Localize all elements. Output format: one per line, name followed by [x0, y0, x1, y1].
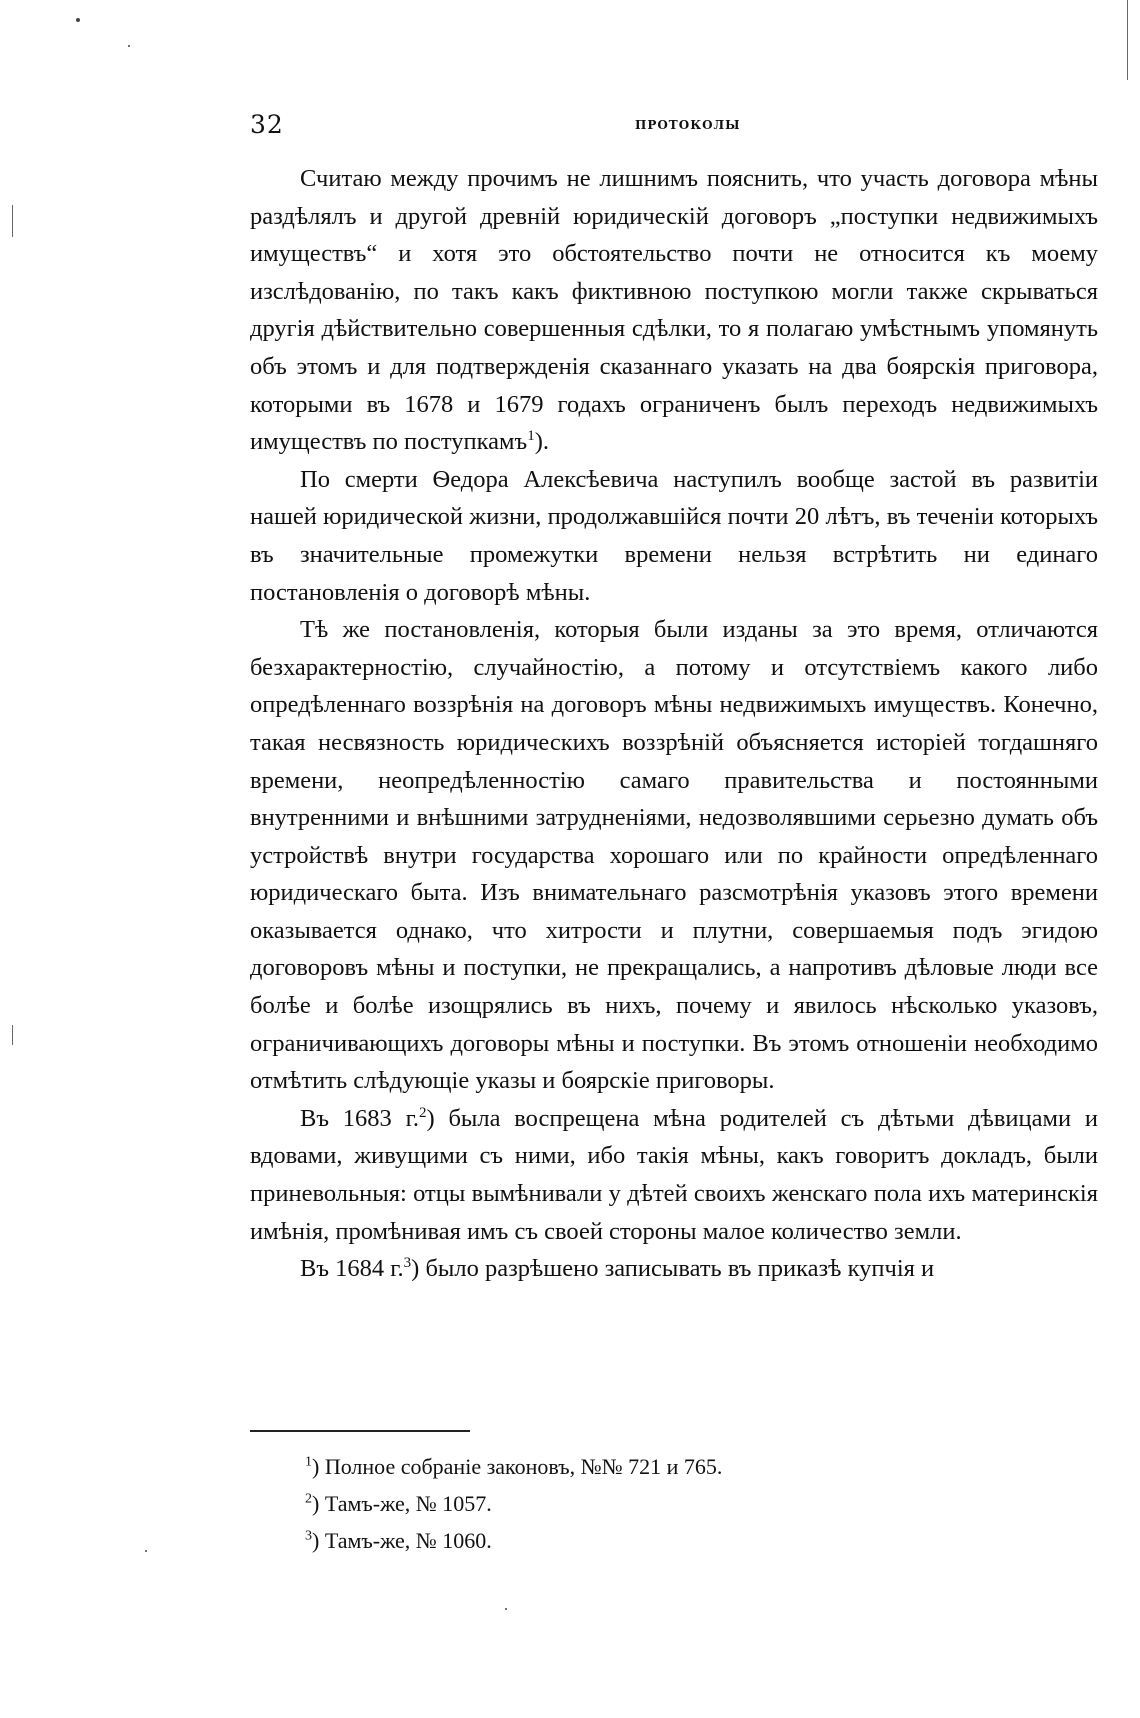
footnote-text: ) Полное собраніе законовъ, №№ 721 и 765. — [312, 1454, 723, 1479]
body-text — [250, 160, 1098, 1288]
footnote-reference: 3 — [403, 1255, 412, 1272]
footnote-marker: 1 — [305, 1454, 312, 1470]
scan-margin-mark — [12, 1025, 13, 1045]
scan-speck — [145, 1550, 147, 1552]
footnote-marker: 3 — [305, 1528, 312, 1544]
paragraph — [250, 1250, 1098, 1288]
paragraph — [250, 611, 1098, 1100]
paragraph-text: Считаю между прочимъ не лишнимъ пояснить, что участь договора мѣны раздѣлялъ и другой древній юридическій договоръ „поступки недвижимыхъ имуществъ“ и хотя это обстоятельство почти не относится къ моему изслѣдованію, по такъ какъ фиктивною поступкою могли также скрываться другія дѣйствительно совершенныя сдѣлки, то я полагаю умѣстнымъ упомянуть объ этомъ и для подтвержденія сказаннаго указать на два боярскія приговора, которыми въ 1678 и 1679 годахъ ограниченъ былъ переходъ недвижимыхъ имуществъ по поступкамъ — [250, 165, 1098, 456]
footnote-marker: 2 — [305, 1491, 312, 1507]
footnote-text: ) Тамъ-же, № 1060. — [312, 1528, 492, 1553]
paragraph-text: Въ 1684 г. — [300, 1255, 404, 1283]
running-title: протоколы — [635, 114, 741, 134]
paragraph — [250, 160, 1098, 461]
paragraph — [250, 1100, 1098, 1250]
page-header — [250, 110, 1095, 146]
paragraph-text: По смерти Ѳедора Алексѣевича наступилъ вообще застой въ развитіи нашей юридической жизни, продолжавшійся почти 20 лѣтъ, въ теченіи которыхъ въ значительные промежутки времени нельзя встрѣтить ни единаго постановленія о договорѣ мѣны. — [250, 465, 1098, 606]
paragraph-text: Тѣ же постановленія, которыя были изданы за это время, отличаются безхарактерностію, случайностію, а потому и отсутствіемъ какого либо опредѣленнаго воззрѣнія на договоръ мѣны недвижимыхъ имуществъ. Конечно, такая несвязность юридическихъ воззрѣній объясняется исторіей тогдашняго времени, неопредѣленностію самаго правительства и постоянными внутренними и внѣшними затрудненіями, недозволявшими серьезно думать объ устройствѣ внутри государства хорошаго или по крайности опредѣленнаго юридическаго быта. Изъ внимательнаго разсмотрѣнія указовъ этого времени оказывается однако, что хитрости и плутни, совершаемыя подъ эгидою договоровъ мѣны и поступки, не прекращались, а напротивъ дѣловые люди все болѣе и болѣе изощрялись въ нихъ, почему и явилось нѣсколько указовъ, ограничивающихъ договоры мѣны и поступки. Въ этомъ отношеніи необходимо отмѣтить слѣдующіе указы и боярскіе приговоры. — [250, 616, 1098, 1095]
footnote-text: ) Тамъ-же, № 1057. — [312, 1491, 492, 1516]
paragraph — [250, 461, 1098, 611]
footnotes — [305, 1448, 1005, 1559]
footnote-reference: 2 — [419, 1104, 427, 1121]
scan-speck — [128, 45, 130, 47]
scan-speck — [505, 1608, 507, 1610]
paragraph-text: ). — [534, 428, 550, 456]
paragraph-text: ) была воспрещена мѣна родителей съ дѣтьми дѣвицами и вдовами, живущими съ ними, ибо такія мѣны, какъ говоритъ докладъ, были приневольныя: отцы вымѣнивали у дѣтей своихъ женскаго пола ихъ материнскія имѣнія, промѣнивая имъ съ своей стороны малое количество земли. — [250, 1104, 1099, 1245]
scan-speck — [76, 18, 80, 22]
footnote-divider — [250, 1430, 470, 1432]
page-number: 32 — [250, 110, 284, 139]
footnote — [305, 1485, 1005, 1522]
footnote — [305, 1448, 1005, 1485]
footnote-reference: 1 — [527, 428, 535, 444]
scan-margin-mark — [12, 205, 13, 237]
scan-margin-mark — [1127, 0, 1128, 80]
footnote — [305, 1522, 1005, 1559]
paragraph-text: Въ 1683 г. — [300, 1104, 419, 1132]
paragraph-text: ) было разрѣшено записывать въ приказѣ купчія и — [411, 1255, 935, 1283]
